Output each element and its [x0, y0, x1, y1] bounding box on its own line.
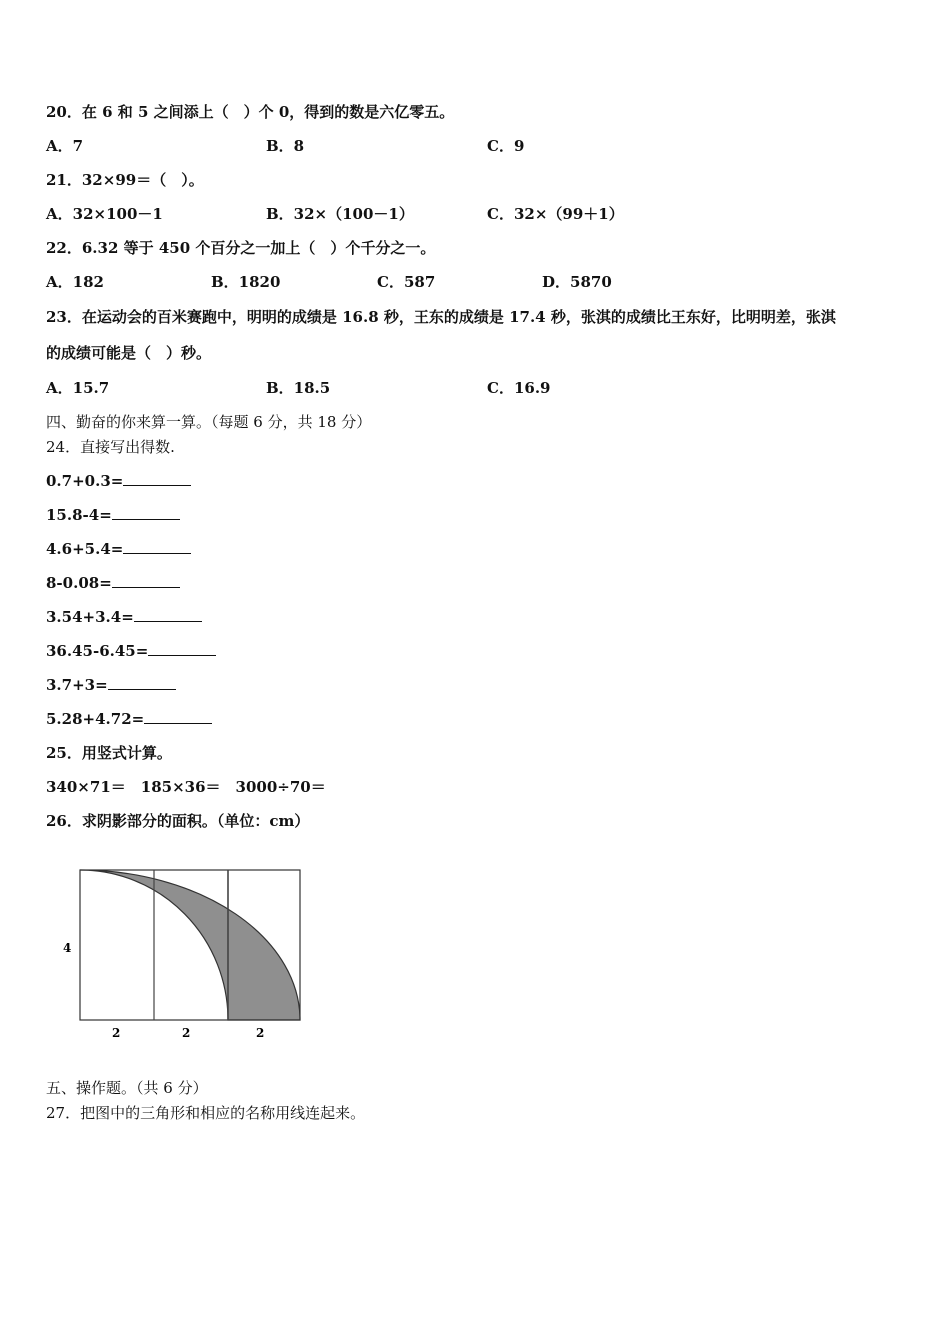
calc-item: [46, 607, 202, 627]
answer-blank[interactable]: [123, 471, 191, 486]
calc-text: 5.28+4.72=: [46, 710, 145, 728]
calc-item: [46, 641, 216, 661]
option-a: A．32×100－1: [46, 205, 163, 223]
option-b: B．18.5: [266, 379, 331, 397]
option-d: D．5870: [542, 273, 612, 291]
calc-item: [46, 675, 176, 695]
width-label: 2: [182, 1026, 191, 1040]
option-b: B．32×（100－1）: [266, 205, 414, 223]
width-label: 2: [112, 1026, 121, 1040]
question-22: 22．6.32 等于 450 个百分之一加上（ ）个千分之一。: [46, 239, 436, 257]
answer-blank[interactable]: [148, 641, 216, 656]
calc-text: 0.7+0.3=: [46, 472, 124, 490]
shaded-area-figure: [55, 860, 315, 1050]
question-23-line1: 23．在运动会的百米赛跑中，明明的成绩是 16.8 秒，王东的成绩是 17.4 秒，张淇的成绩比王东好，比明明差，张淇: [46, 308, 836, 326]
calc-item: [46, 573, 180, 593]
option-c: C．32×（99＋1）: [487, 205, 624, 223]
question-27: 27．把图中的三角形和相应的名称用线连起来。: [46, 1104, 366, 1122]
answer-blank[interactable]: [123, 539, 191, 554]
option-a: A．7: [46, 137, 84, 155]
option-b: B．1820: [211, 273, 281, 291]
question-20: 20．在 6 和 5 之间添上（ ）个 0，得到的数是六亿零五。: [46, 103, 455, 121]
question-24: 24．直接写出得数.: [46, 438, 175, 456]
calc-item: [46, 709, 212, 729]
width-label: 2: [256, 1026, 265, 1040]
question-25: 25．用竖式计算。: [46, 744, 172, 762]
section-4-heading: 四、勤奋的你来算一算。（每题 6 分，共 18 分）: [46, 413, 372, 431]
section-5-heading: 五、操作题。（共 6 分）: [46, 1079, 208, 1097]
calc-text: 15.8-4=: [46, 506, 112, 524]
answer-blank[interactable]: [134, 607, 202, 622]
calc-text: 3.7+3=: [46, 676, 108, 694]
option-b: B．8: [266, 137, 305, 155]
option-c: C．9: [487, 137, 525, 155]
question-25-items: 340×71＝ 185×36＝ 3000÷70＝: [46, 778, 326, 796]
option-a: A．15.7: [46, 379, 110, 397]
calc-text: 3.54+3.4=: [46, 608, 134, 626]
calc-text: 36.45-6.45=: [46, 642, 149, 660]
answer-blank[interactable]: [108, 675, 176, 690]
shaded-region: [80, 870, 300, 1020]
calc-item: [46, 471, 191, 491]
calc-item: [46, 539, 191, 559]
option-c: C．587: [377, 273, 436, 291]
answer-blank[interactable]: [112, 573, 180, 588]
height-label: 4: [63, 941, 72, 955]
calc-item: [46, 505, 180, 525]
calc-text: 8-0.08=: [46, 574, 112, 592]
calc-text: 4.6+5.4=: [46, 540, 124, 558]
answer-blank[interactable]: [144, 709, 212, 724]
question-26: 26．求阴影部分的面积。（单位：cm）: [46, 812, 310, 830]
question-21: 21．32×99＝（ ）。: [46, 171, 204, 189]
option-a: A．182: [46, 273, 104, 291]
option-c: C．16.9: [487, 379, 551, 397]
question-23-line2: 的成绩可能是（ ）秒。: [46, 344, 212, 362]
answer-blank[interactable]: [112, 505, 180, 520]
